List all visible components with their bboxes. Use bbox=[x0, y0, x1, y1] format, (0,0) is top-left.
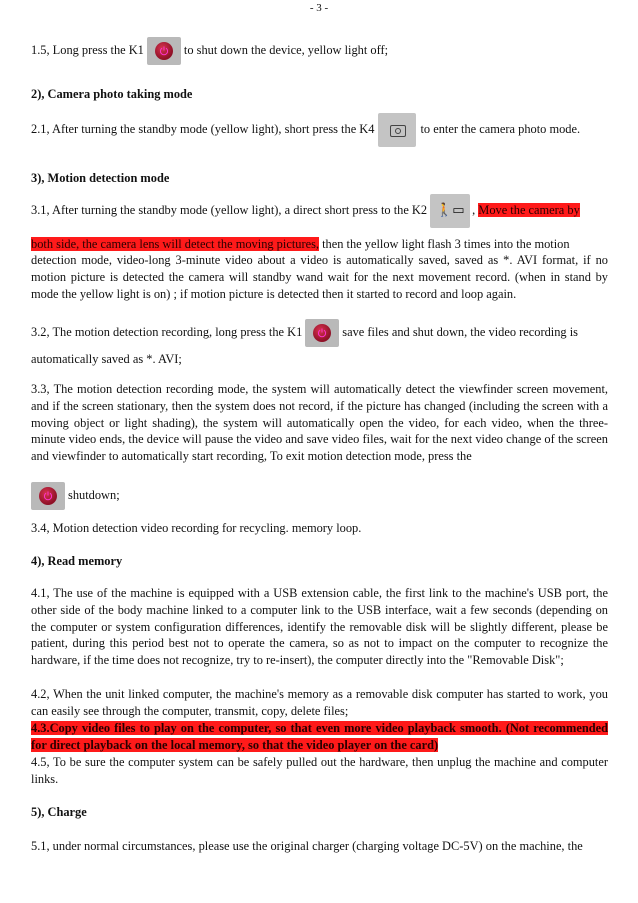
para-1-5-text-before: 1.5, Long press the K1 bbox=[31, 42, 144, 57]
para-3-2-text-after: save files and shut down, the video recording is bbox=[342, 324, 578, 339]
para-3-1-line-1: 3.1, After turning the standby mode (yellow light), a direct short press to the K2 🚶▭ , Move the camera by bbox=[31, 194, 608, 228]
para-3-2-text-before: 3.2, The motion detection recording, long press the K1 bbox=[31, 324, 303, 339]
para-1-5-text-after: to shut down the device, yellow light off; bbox=[183, 42, 389, 57]
power-button-k1-icon bbox=[305, 319, 339, 347]
highlight-text: both side, the camera lens will detect the moving pictures, bbox=[31, 237, 319, 251]
para-4-3-highlight: 4.3.Copy video files to play on the computer, so that even more video playback smooth. (Not recommended for direct playback on the local memory, so that the video player on the card) bbox=[31, 721, 608, 752]
para-3-3: 3.3, The motion detection recording mode, the system will automatically detect the viewfinder screen movement, and if the screen stationary, then the system does not record, if the picture has changed (including the screen with a moving object or light shading), the system will automatically open the video, for each video, when the three-minute video ends, the device will pause the video and save video files, wait for the next video change of the screen and viewfinder to automatically start recording, To exit motion detection mode, press the bbox=[31, 382, 608, 464]
para-3-3-end: shutdown; bbox=[31, 482, 608, 510]
para-3-4: 3.4, Motion detection video recording for recycling. memory loop. bbox=[31, 521, 362, 535]
para-1-5 bbox=[31, 37, 608, 65]
para-3-2 bbox=[31, 319, 608, 347]
power-button-k1-icon bbox=[31, 482, 65, 510]
highlight-text: Move the camera by bbox=[478, 202, 580, 217]
para-2-1-text-before: 2.1, After turning the standby mode (yellow light), short press the K4 bbox=[31, 121, 375, 136]
para-3-1-text-before: 3.1, After turning the standby mode (yellow light), a direct short press to the K2 bbox=[31, 202, 428, 217]
para-2-1-text-after: to enter the camera photo mode. bbox=[420, 121, 581, 136]
para-4-5: 4.5, To be sure the computer system can be safely pulled out the hardware, then unplug the machine and computer links. bbox=[31, 755, 608, 786]
page-number: - 3 - bbox=[309, 2, 329, 14]
para-3-2-line-2: automatically saved as *. AVI; bbox=[31, 352, 182, 366]
para-4-2: 4.2, When the unit linked computer, the machine's memory as a removable disk computer has started to work, you can easily see through the computer, transmit, copy, delete files; bbox=[31, 687, 608, 718]
section-heading-memory: 4), Read memory bbox=[31, 554, 123, 568]
para-3-1-rest: detection mode, video-long 3-minute video about a video is automatically saved, saved as *. AVI format, if no motion picture is detected the camera will standby wand wait for the next movement record. (when in stand by mode the yellow light is on) ; if motion picture is detected then it started to record and loop again. bbox=[31, 253, 608, 301]
motion-button-k2-icon: 🚶▭ bbox=[430, 194, 470, 228]
camera-button-k4-icon bbox=[378, 113, 416, 147]
para-3-1-line-2: both side, the camera lens will detect the moving pictures, then the yellow light flash 3 times into the motion bbox=[31, 237, 570, 251]
para-2-1 bbox=[31, 113, 608, 147]
power-button-k1-icon bbox=[147, 37, 181, 65]
section-heading-camera: 2), Camera photo taking mode bbox=[31, 87, 193, 101]
para-5-1: 5.1, under normal circumstances, please use the original charger (charging voltage DC-5V) on the machine, the bbox=[31, 839, 583, 853]
section-heading-charge: 5), Charge bbox=[31, 805, 87, 819]
section-heading-motion: 3), Motion detection mode bbox=[31, 171, 170, 185]
para-4-1: 4.1, The use of the machine is equipped with a USB extension cable, the first link to the machine's USB port, the other side of the body machine linked to a computer link to the USB interface, wait a few seconds (depending on the computer or system configuration differences, identify the removable disk will be slightly different, please be patient, during this period best not to operate the camera, so as not to impact on the computer to recognize the hardware, if the time does not recognize, try to re-insert), the computer directly into the "Removable Disk"; bbox=[31, 586, 608, 668]
